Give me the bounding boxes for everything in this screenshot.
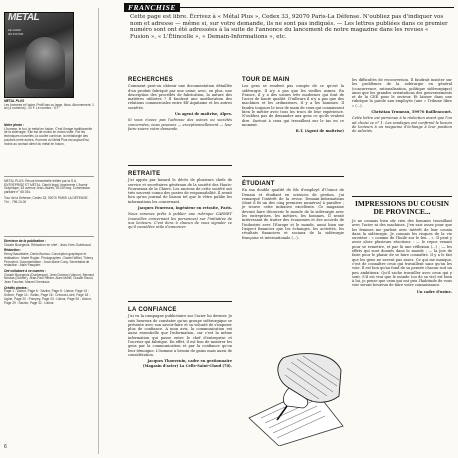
credits-block [4,240,94,305]
article-body: Je ne connais bien sûr rien des hommes travaillant avec l'acier ni des machines. J'en sais assez pour que les femmes me parlent avec intérêt de leur cousin dans la sidérurgie. Je connais les risques de la vie ouvrière : « comme de l'huile sur le feu... ». Il peut y avoir alors plusieurs réactions : — le repos venant pour se remettre, et par là une réflexion (...) ; — les effets qui sont donnés dans le monde ; — la joie de faire pour le plaisir de se faire connaître. Il y a le fait que les gens ne savent pas assez. Ce qui me manque, c'est de connaître ceux qui travaillent sans qu'on les voie. Il est bon qu'au fond de sa pensée chacun soit un peu ambitieux. Qu'il sache travailler avec ceux qui y sont. S'il est vrai que le monde (ou de sa vie) est bien à lui, je pense que ceux qui ont pris l'habitude de vous voir seront heureux de faire votre connaissance. [352,219,452,288]
article-body: les difficultés de reconversion. Il faudrait insister sur les problèmes de la sidérurgie en général (concurrence, rationalisation, politique sidérurgique) ainsi que les grandes orientations des gouvernements et de la CEE pour le secteur. Et laisser dans une rubrique la parole aux employés (une « Tribune libre » (...). [352,78,452,108]
masthead-info [4,100,94,111]
masthead-column [4,0,96,458]
magazine-tagline: Les hommes et l'acier. Profil bas ou large, flous. Abonnement: 1 an (4 numéros) : 20 F. Le numéro : 5 F. [4,102,94,111]
editor-reply: Cette lettre est parvenue à la rédaction avant que l'on ait choisi ce n° 1. Les sondages ont confirmé le besoin de lecteurs à un magazine d'échange à leur position de salariés. [352,116,452,134]
staff-title: Rédaction : [4,248,22,253]
article-difficultes [352,78,452,136]
article-body: Comment peut-on obtenir une documentation détaillée d'un produit fabriqué par une usine; avec, en plus, une description des procédés de fabrication, la nature des matières utilisées ? Il faudrait une amélioration des relations commerciales entre Elf Aquitaine et les autres sociétés. [128,84,232,110]
publisher-address: Tour de la Défense, Cedex 33, 92070 PARIS LA DÉFENSE. Tél. : 796.10.00 [4,195,89,204]
article-retraite [128,172,232,232]
staff-text: Henry Baudelaire, Denis Bureau. Conception graphique et réalisation : Marie Rogier. Photographes : Daniel Wittel, Thierry Perruchot. Documentation : Jean-Marie Cuny. Secrétariat de rédaction : Alain Pasquier. [4,252,94,268]
article-signature: Jacques Fourreau, ingénieur en retraite, Paris. [137,206,232,211]
publisher-text: METAL PLUS. Revue trimestrielle éditée par la S.A. ENTREPRISE ET MÉTAL. Dépôt légal. Imprimerie L'Avenir Graphique, 53 avenue Jean-Jaurès, 92130 Issy. Commission paritaire n° 65 034. [4,179,91,195]
contributors-title: Ont collaboré à ce numéro : [4,268,47,273]
article-signature: Un cadre d'usine. [416,289,452,294]
article-impressions [352,200,452,296]
direction-text: Claude Bourgeois. Rédacteur en chef : Jean-Yves Guérinaud. [4,242,92,247]
article-body: En ma double qualité de fils d'employé d'Usinor de Denain et étudiant en sciences de gestion, j'ai remarqué l'intérêt de la revue. Demain-Informations (dont il fit un des cinq premiers numéros) à paraître ; je trouve cette initiative excellente. Ce magazine devrait faire découvrir le monde de la sidérurgie avec les entreprises, les métiers, les hommes. Il serait intéressant de traiter des économies et des accords de l'industrie avec l'Europe et le monde, aussi bien sur l'aspect financier que les échanges, les activités, les résultats financiers et sociaux de la sidérurgie française et internationale (...). [242,188,344,240]
credits-title: Crédits photos : [4,285,29,290]
magazine-name: METAL PLUS [4,99,25,103]
contributors-text: Claude Bourgeois (Dunkerque), Jean Dormoy (Usinor), Bernard Nicolas (Solmer), Jean-Paul Rénier, Alain Morel, Claude Raoul, Jean Foucher, Marcel Gremiaux. [4,272,94,285]
cover-line: DU FUTUR [8,32,24,36]
article-signature: Un agent de maîtrise, Alpes. [174,112,232,117]
intro-text: Cette page est libre. Écrivez à « Métal Plus », Cedex 33, 92070 Paris-La Défense. N'oubliez pas d'indiquer vos nom et adresse — même si, sur votre demande, ils ne sont pas indiqués. — Les lettres publiées dans ce premier numéro sont ont été adressées à la suite de l'annonce du lancement de notre magazine dans les revues « Fusion », « L'Étincelle », « Demain-Informations », etc. [130,14,448,40]
cover-note-title: Notre photo : [4,123,25,127]
article-body: J'ai vu la campagne publicitaire sur l'acier lui dernier. Je suis heureux de constater qu'un groupe sidérurgique se présente avec son savoir-faire et sa volonté de s'imposer plus de confiance. A mon avis, la communication est aussi essentielle que l'information, car c'est la même information qui passe entre le chef d'entreprise et l'ouvrier qui fabrique. En effet, il est bon de montrer les gens par la communication et par la confiance qu'on leur témoigne. L'homme a besoin de gains mais aussi de considération. [128,314,232,357]
article-signature: Jacques Thouvenin, cadre en gestionnaire (Magasin d'acier) La Celle-Saint-Cloud (78). [142,359,232,368]
article-heading: TOUR DE MAIN [242,77,290,83]
cover-thumbnail [4,12,74,98]
section-header [124,3,454,12]
article-body: J'ai appris par hasard le décès de plusieurs chefs de service et secrétaires généraux de la société des Hauts-Fourneaux de la Chiers. Les anciens de cette société ont très souvent connu des postes de responsabilité. Il serait bon qu'un journal de liaison tel que le vôtre publie les informations les concernant. [128,178,232,204]
divider [128,165,232,166]
column-divider [98,8,99,454]
article-heading: RETRAITE [128,171,161,177]
section-label: FRANCHISE [124,3,180,12]
article-body: Les gens se rendent pas compte de ce qu'est la sidérurgie. Il n'y a pas que les vieilles usines. En France, il y a des usines très modernes qui font de l'acier de haute qualité. D'ailleurs il n'y a pas que des machines et les ordinateurs, il y a les hommes. Il faudra toujours le tour de main de ceux qui connaissent bien le métier avec tous les trucs de leur expérience. N'oubliez pas de demander aux gens ce qu'ils veulent dire. Surtout à ceux qui travaillent sur le tas en ce moment. [242,84,345,127]
credits-text: Page 1 : Usinor, Page 6 : Sacilor, Page 8 : Usinor, Page 10 : Solmer, Page 14 : Sollac, Page 16 : Creusot-Loire, Page 18 : Ugine, Page 20 : Pompey, Page 23 : Usinor, Page 26 : Usinor, Page 29 : Sacilor, Page 31 : Usinor. [4,289,92,305]
article-heading: IMPRESSIONS DU COUSIN DE PROVINCE... [354,199,450,216]
article-etudiant [242,182,344,242]
article-signature: R.T. (Agent de maîtrise) [295,129,344,134]
article-heading: LA CONFIANCE [128,307,177,313]
page-number: 6 [4,444,7,450]
cover-title: METAL [8,12,40,23]
editor-reply: Nous sommes prêts à publier une rubrique CARNET (nouvelles concernant les personnes) sur l'initiative de nos lecteurs. C'est donc à chacun de vous signaler ce qu'il considère utile d'annoncer. [128,212,232,230]
article-confiance [128,308,232,370]
article-signature: Christian Trumeau, 59970 Raillencourt. [371,110,452,115]
editor-reply: Si vous n'avez pas l'adresse des usines ou sociétés concernées, nous pouvons — exceptionnellement — leur faire suivre votre demande. [128,118,232,131]
divider [352,196,452,197]
direction-title: Directeur de la publication : [4,239,46,243]
divider [4,176,94,177]
cover-note-text: L'homme, le fou, le métal en fusion. C'est l'image traditionnelle de la sidérurgie. Elle est de moins en moins vraie. Par les techniques nouvelles, la coulée continue, la métallurgie des poudres entre autres, l'homme du Métal Plus est aujourd'hui, moins au contact direct du métal en fusion. [4,126,93,146]
divider [4,236,94,237]
article-heading: RECHERCHES [128,77,174,83]
cover-line: LE CHOC [8,28,22,32]
header-rule [178,7,454,8]
cover-note [4,124,94,146]
cover-photo-figure [25,37,65,89]
publisher-info [4,180,94,204]
letter-writing-illustration [243,348,347,446]
divider [242,176,344,177]
article-heading: ÉTUDIANT [242,181,275,187]
article-tour-de-main [242,78,344,136]
article-recherches [128,78,232,133]
divider [128,301,232,302]
